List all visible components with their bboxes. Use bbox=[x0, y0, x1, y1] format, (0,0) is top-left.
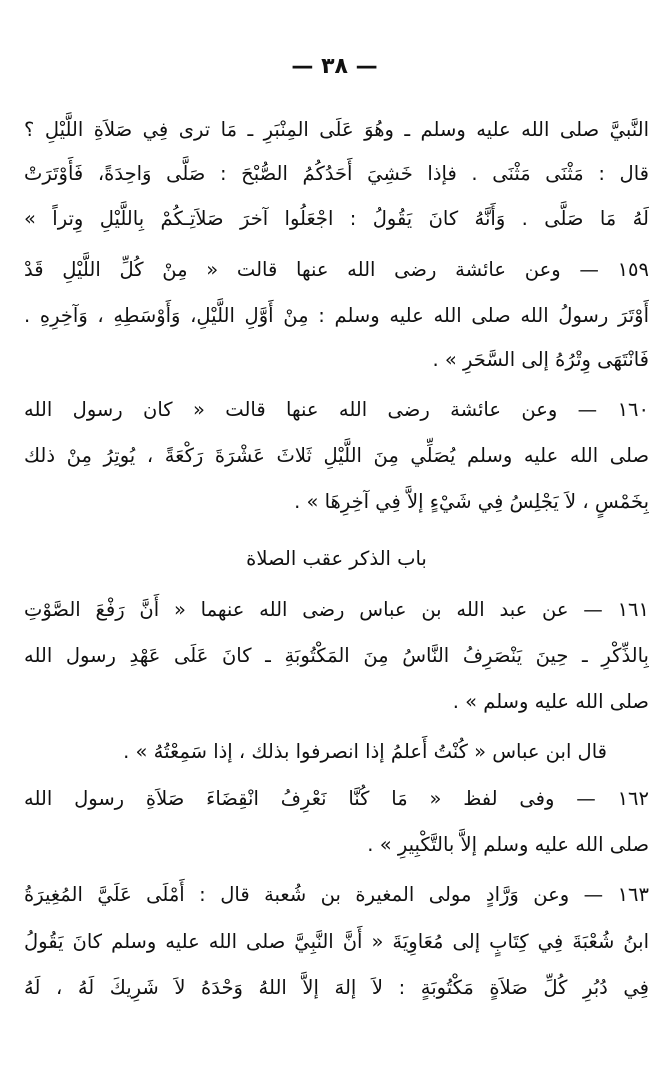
text-line: صلى الله عليه وسلم » . bbox=[452, 690, 649, 713]
text-line: صلى الله عليه وسلم يُصَلِّي مِنَ اللَّيْلِ ثَلاثَ عَشْرَةَ رَكْعَةً ، يُوتِرُ مِنْ ذلك bbox=[24, 444, 649, 467]
text-line: أَوْتَرَ رسولُ الله صلى الله عليه وسلم : مِنْ أَوَّلِ اللَّيْلِ، وَأَوْسَطِهِ ، وَآخِرِهِ . bbox=[24, 304, 649, 327]
hadith-163-start: ١٦٣ — وعن وَرَّادٍ مولى المغيرة بن شُعبة قال : أَمْلَى عَلَيَّ المُغِيرَةُ bbox=[24, 883, 649, 906]
hadith-162-start: ١٦٢ — وفى لفظ « مَا كُنَّا نَعْرِفُ انْقِضَاءَ صَلاَةِ رسول الله bbox=[24, 787, 649, 810]
hadith-161-start: ١٦١ — عن عبد الله بن عباس رضى الله عنهما « أَنَّ رَفْعَ الصَّوْتِ bbox=[24, 598, 649, 621]
text-line: بِالذِّكْرِ ـ حِينَ يَنْصَرِفُ النَّاسُ مِنَ المَكْتُوبَةِ ـ كانَ عَلَى عَهْدِ رسول الله bbox=[24, 644, 649, 667]
hadith-160-start: ١٦٠ — وعن عائشة رضى الله عنها قالت « كان رسول الله bbox=[24, 398, 649, 421]
text-line: فَانْتَهَى وِتْرُهُ إلى السَّحَرِ » . bbox=[432, 348, 649, 371]
text-line: بِخَمْسٍ ، لاَ يَجْلِسُ فِي شَيْءٍ إلاَّ فِي آخِرِهَا » . bbox=[294, 490, 649, 513]
page-number: — ٣٨ — bbox=[291, 54, 378, 79]
text-line: فِي دُبُرِ كُلِّ صَلاَةٍ مَكْتُوبَةٍ : لاَ إلهَ إلاَّ اللهُ وَحْدَهُ لاَ شَرِيكَ لَهُ ، لَهُ bbox=[24, 976, 649, 999]
text-line: قال : مَثْنَى مَثْنَى . فإذا خَشِيَ أَحَدُكُمُ الصُّبْحَ : صَلَّى وَاحِدَةً، فَأَوْتَرَتْ bbox=[24, 162, 649, 185]
chapter-heading: باب الذكر عقب الصلاة bbox=[246, 547, 427, 570]
text-line: ابنُ شُعْبَةَ فِي كِتَابٍ إلى مُعَاوِيَةَ « أَنَّ النَّبِيَّ صلى الله عليه وسلم كانَ يَقُولُ bbox=[24, 930, 649, 953]
text-line: لَهُ مَا صَلَّى . وَأَنَّهُ كانَ يَقُولُ : اجْعَلُوا آخرَ صَلاَتِـكُمْ بِاللَّيْلِ وِتراً » bbox=[24, 207, 649, 230]
text-line: النَّبيَّ صلى الله عليه وسلم ـ وهُوَ عَلَى المِنْبَرِ ـ مَا ترى فِي صَلاَةِ اللَّيْلِ ؟ bbox=[24, 118, 649, 141]
hadith-159-start: ١٥٩ — وعن عائشة رضى الله عنها قالت « مِنْ كُلِّ اللَّيْلِ قَدْ bbox=[24, 258, 649, 281]
text-line: صلى الله عليه وسلم إلاَّ بالتَّكْبِيرِ » . bbox=[367, 833, 649, 856]
text-line: قال ابن عباس « كُنْتُ أَعلمُ إذا انصرفوا بذلك ، إذا سَمِعْتُهُ » . bbox=[123, 740, 607, 763]
